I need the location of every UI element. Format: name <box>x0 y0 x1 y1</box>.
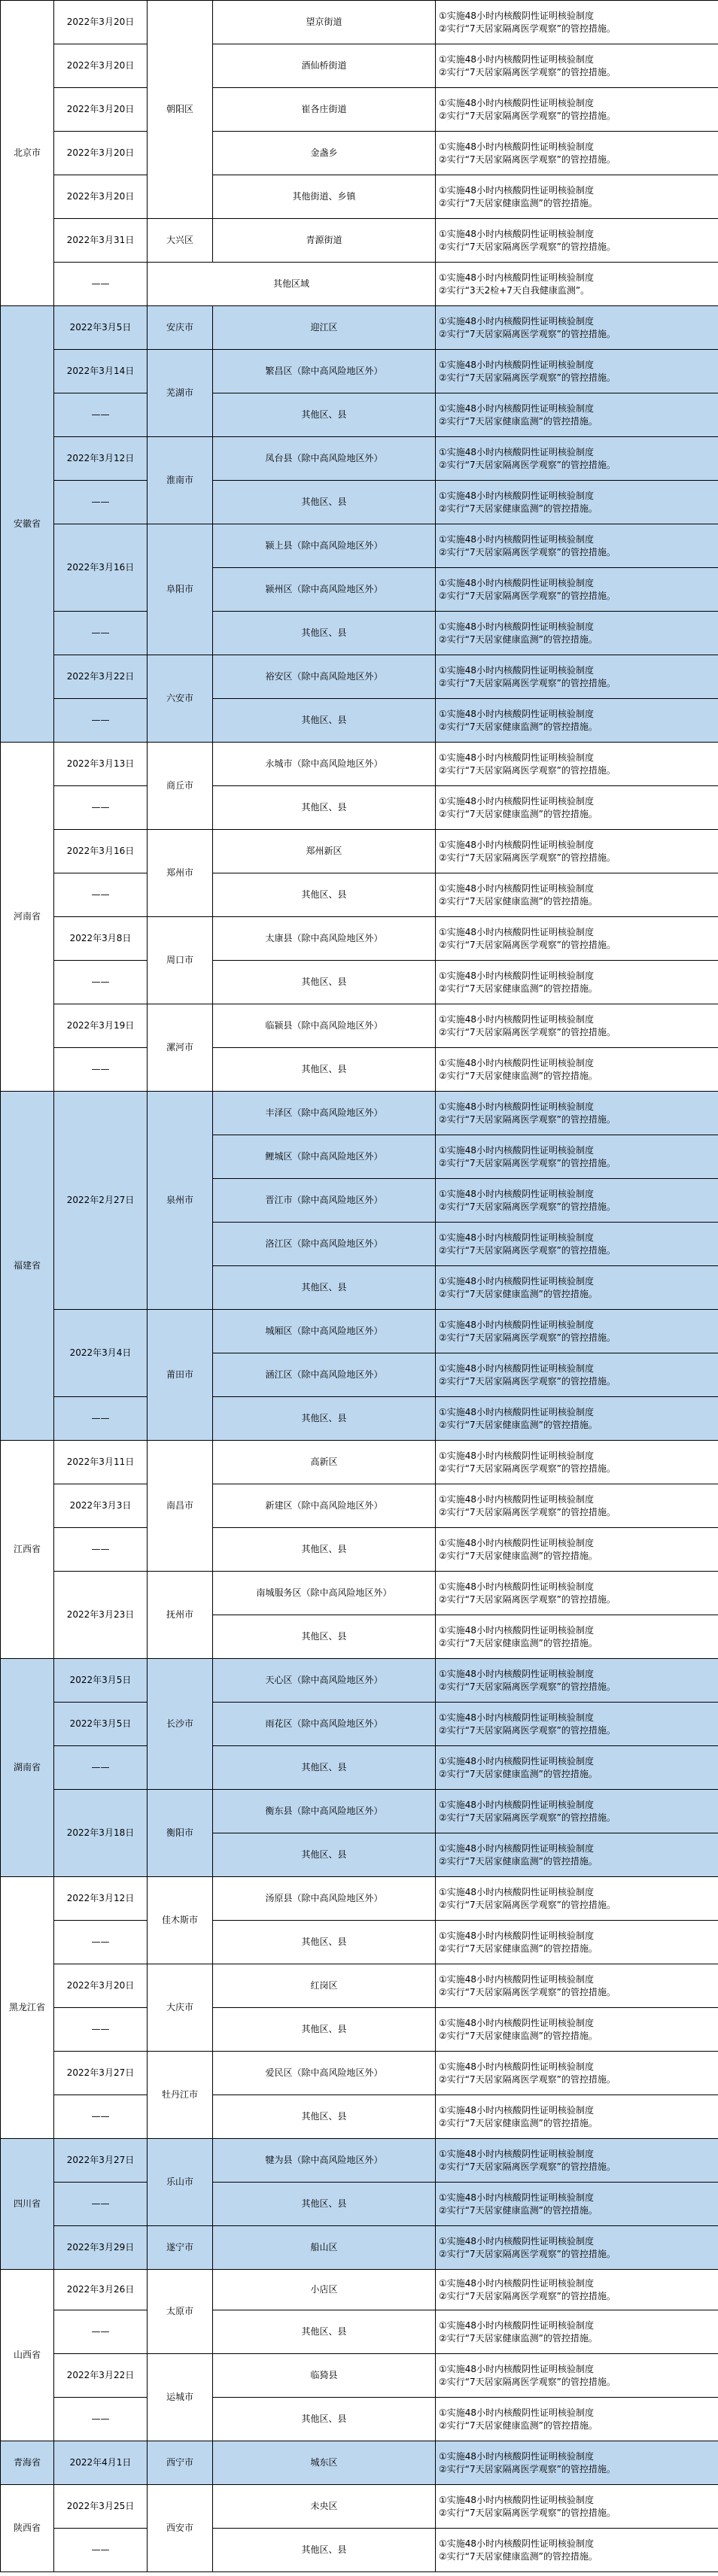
measure-cell: ①实施48小时内核酸阴性证明核验制度 ②实行“7天居家隔离医学观察”的管控措施。 <box>436 1441 718 1484</box>
date-cell: —— <box>54 873 148 917</box>
table-row <box>1 2485 718 2529</box>
measure-cell: ①实施48小时内核酸阴性证明核验制度 ②实行“7天居家隔离医学观察”的管控措施。 <box>436 1877 718 1921</box>
measure-cell: ①实施48小时内核酸阴性证明核验制度 ②实行“7天居家健康监测”的管控措施。 <box>436 2183 718 2226</box>
table-row <box>1 1877 718 1921</box>
measure-cell: ①实施48小时内核酸阴性证明核验制度 ②实行“7天居家隔离医学观察”的管控措施。 <box>436 1964 718 2008</box>
city-cell: 泉州市 <box>148 1092 213 1310</box>
measure-cell: ①实施48小时内核酸阴性证明核验制度 ②实行“7天居家隔离医学观察”的管控措施。 <box>436 306 718 350</box>
table-row <box>1 1397 718 1441</box>
area-cell: 其他区、县 <box>213 1528 436 1572</box>
date-cell: —— <box>54 2008 148 2052</box>
area-cell: 其他区、县 <box>213 1397 436 1441</box>
measure-cell: ①实施48小时内核酸阴性证明核验制度 ②实行“7天居家隔离医学观察”的管控措施。 <box>436 1703 718 1746</box>
date-cell: 2022年3月5日 <box>54 1703 148 1746</box>
city-cell: 六安市 <box>148 655 213 743</box>
date-cell: 2022年3月5日 <box>54 306 148 350</box>
area-cell: 高新区 <box>213 1441 436 1484</box>
area-cell: 望京街道 <box>213 1 436 44</box>
date-cell: 2022年3月20日 <box>54 132 148 175</box>
area-cell: 洛江区（除中高风险地区外） <box>213 1223 436 1266</box>
table-row <box>1 699 718 743</box>
date-cell: 2022年3月20日 <box>54 88 148 132</box>
date-cell: 2022年4月1日 <box>54 2441 148 2485</box>
province-cell: 安徽省 <box>1 306 54 743</box>
city-cell: 运城市 <box>148 2354 213 2441</box>
table-row <box>1 1964 718 2008</box>
table-row <box>1 132 718 175</box>
date-cell: 2022年3月27日 <box>54 2139 148 2183</box>
measure-cell: ①实施48小时内核酸阴性证明核验制度 ②实行“7天居家隔离医学观察”的管控措施。 <box>436 44 718 88</box>
date-cell: —— <box>54 699 148 743</box>
table-row <box>1 1746 718 1790</box>
date-cell: 2022年2月27日 <box>54 1092 148 1310</box>
measure-cell: ①实施48小时内核酸阴性证明核验制度 ②实行“7天居家隔离医学观察”的管控措施。 <box>436 2052 718 2095</box>
measure-cell: ①实施48小时内核酸阴性证明核验制度 ②实行“7天居家隔离医学观察”的管控措施。 <box>436 1353 718 1397</box>
city-cell: 抚州市 <box>148 1572 213 1659</box>
date-cell: —— <box>54 2183 148 2226</box>
area-cell: 繁昌区（除中高风险地区外） <box>213 350 436 393</box>
area-cell: 其他区域 <box>148 263 436 306</box>
measure-cell: ①实施48小时内核酸阴性证明核验制度 ②实行“7天居家隔离医学观察”的管控措施。 <box>436 524 718 568</box>
area-cell: 其他区、县 <box>213 1266 436 1310</box>
measure-cell: ①实施48小时内核酸阴性证明核验制度 ②实行“7天居家隔离医学观察”的管控措施。 <box>436 917 718 961</box>
table-row <box>1 44 718 88</box>
area-cell: 裕安区（除中高风险地区外） <box>213 655 436 699</box>
area-cell: 其他街道、乡镇 <box>213 175 436 219</box>
measure-cell: ①实施48小时内核酸阴性证明核验制度 ②实行“7天居家隔离医学观察”的管控措施。 <box>436 1135 718 1179</box>
table-row <box>1 219 718 263</box>
table-row <box>1 1659 718 1703</box>
date-cell: 2022年3月23日 <box>54 1572 148 1659</box>
measure-cell: ①实施48小时内核酸阴性证明核验制度 ②实行“7天居家健康监测”的管控措施。 <box>436 612 718 655</box>
table-row <box>1 2183 718 2226</box>
measure-cell: ①实施48小时内核酸阴性证明核验制度 ②实行“7天居家隔离医学观察”的管控措施。 <box>436 1659 718 1703</box>
date-cell: —— <box>54 1921 148 1964</box>
measure-cell: ①实施48小时内核酸阴性证明核验制度 ②实行“7天居家健康监测”的管控措施。 <box>436 786 718 830</box>
measure-cell: ①实施48小时内核酸阴性证明核验制度 ②实行“7天居家健康监测”的管控措施。 <box>436 481 718 524</box>
area-cell: 其他区、县 <box>213 961 436 1004</box>
date-cell: 2022年3月13日 <box>54 743 148 786</box>
measure-cell: ①实施48小时内核酸阴性证明核验制度 ②实行“7天居家健康监测”的管控措施。 <box>436 1397 718 1441</box>
measure-cell: ①实施48小时内核酸阴性证明核验制度 ②实行“7天居家健康监测”的管控措施。 <box>436 1746 718 1790</box>
table-row <box>1 2398 718 2441</box>
date-cell: 2022年3月22日 <box>54 655 148 699</box>
province-cell: 青海省 <box>1 2441 54 2485</box>
date-cell: —— <box>54 481 148 524</box>
date-cell: 2022年3月19日 <box>54 1004 148 1048</box>
city-cell: 郑州市 <box>148 830 213 917</box>
date-cell: 2022年3月18日 <box>54 1790 148 1877</box>
city-cell: 西安市 <box>148 2485 213 2572</box>
measure-cell: ①实施48小时内核酸阴性证明核验制度 ②实行“7天居家健康监测”的管控措施。 <box>436 2008 718 2052</box>
area-cell: 金盏乡 <box>213 132 436 175</box>
date-cell: —— <box>54 1746 148 1790</box>
measure-cell: ①实施48小时内核酸阴性证明核验制度 ②实行“7天居家健康监测”的管控措施。 <box>436 175 718 219</box>
table-row <box>1 1092 718 1135</box>
area-cell: 迎江区 <box>213 306 436 350</box>
table-row <box>1 175 718 219</box>
city-cell: 芜湖市 <box>148 350 213 437</box>
area-cell: 城厢区（除中高风险地区外） <box>213 1310 436 1353</box>
date-cell: —— <box>54 612 148 655</box>
province-cell: 北京市 <box>1 1 54 306</box>
measure-cell: ①实施48小时内核酸阴性证明核验制度 ②实行“7天居家隔离医学观察”的管控措施。 <box>436 1310 718 1353</box>
measure-cell: ①实施48小时内核酸阴性证明核验制度 ②实行“7天居家隔离医学观察”的管控措施。 <box>436 830 718 873</box>
measure-cell: ①实施48小时内核酸阴性证明核验制度 ②实行“7天居家隔离医学观察”的管控措施。 <box>436 1179 718 1223</box>
table-row <box>1 88 718 132</box>
table-row <box>1 393 718 437</box>
measure-cell: ①实施48小时内核酸阴性证明核验制度 ②实行“7天居家隔离医学观察”的管控措施。 <box>436 568 718 612</box>
area-cell: 鲤城区（除中高风险地区外） <box>213 1135 436 1179</box>
city-cell: 阜阳市 <box>148 524 213 655</box>
area-cell: 晋江市（除中高风险地区外） <box>213 1179 436 1223</box>
area-cell: 临猗县 <box>213 2354 436 2398</box>
table-row <box>1 1004 718 1048</box>
measure-cell: ①实施48小时内核酸阴性证明核验制度 ②实行“7天居家隔离医学观察”的管控措施。 <box>436 2485 718 2529</box>
date-cell: —— <box>54 263 148 306</box>
city-cell: 商丘市 <box>148 743 213 830</box>
date-cell: —— <box>54 1048 148 1092</box>
area-cell: 衡东县（除中高风险地区外） <box>213 1790 436 1833</box>
area-cell: 青源街道 <box>213 219 436 263</box>
table-row <box>1 786 718 830</box>
measure-cell: ①实施48小时内核酸阴性证明核验制度 ②实行“7天居家隔离医学观察”的管控措施。 <box>436 1004 718 1048</box>
area-cell: 其他区、县 <box>213 1615 436 1659</box>
measure-cell: ①实施48小时内核酸阴性证明核验制度 ②实行“7天居家隔离医学观察”的管控措施。 <box>436 219 718 263</box>
area-cell: 郑州新区 <box>213 830 436 873</box>
area-cell: 新建区（除中高风险地区外） <box>213 1484 436 1528</box>
table-row <box>1 1528 718 1572</box>
date-cell: —— <box>54 1397 148 1441</box>
date-cell: 2022年3月11日 <box>54 1441 148 1484</box>
date-cell: 2022年3月12日 <box>54 1877 148 1921</box>
city-cell: 莆田市 <box>148 1310 213 1441</box>
date-cell: —— <box>54 786 148 830</box>
area-cell: 汤原县（除中高风险地区外） <box>213 1877 436 1921</box>
province-cell: 山西省 <box>1 2270 54 2441</box>
table-row <box>1 1 718 44</box>
city-cell: 乐山市 <box>148 2139 213 2226</box>
table-row <box>1 612 718 655</box>
measure-cell: ①实施48小时内核酸阴性证明核验制度 ②实行“7天居家健康监测”的管控措施。 <box>436 2095 718 2139</box>
date-cell: 2022年3月22日 <box>54 2354 148 2398</box>
date-cell: 2022年3月25日 <box>54 2485 148 2529</box>
date-cell: —— <box>54 2398 148 2441</box>
area-cell: 其他区、县 <box>213 1048 436 1092</box>
measure-cell: ①实施48小时内核酸阴性证明核验制度 ②实行“7天居家健康监测”的管控措施。 <box>436 961 718 1004</box>
table-row <box>1 1921 718 1964</box>
table-row <box>1 655 718 699</box>
area-cell: 其他区、县 <box>213 2008 436 2052</box>
table-row <box>1 2354 718 2398</box>
table-row <box>1 2441 718 2485</box>
area-cell: 太康县（除中高风险地区外） <box>213 917 436 961</box>
date-cell: 2022年3月29日 <box>54 2226 148 2270</box>
province-cell: 河南省 <box>1 743 54 1092</box>
area-cell: 凤台县（除中高风险地区外） <box>213 437 436 481</box>
area-cell: 红岗区 <box>213 1964 436 2008</box>
measure-cell: ①实施48小时内核酸阴性证明核验制度 ②实行“7天居家健康监测”的管控措施。 <box>436 2529 718 2572</box>
measure-cell: ①实施48小时内核酸阴性证明核验制度 ②实行“7天居家隔离医学观察”的管控措施。 <box>436 350 718 393</box>
date-cell: 2022年3月4日 <box>54 1310 148 1397</box>
table-row <box>1 1441 718 1484</box>
city-cell: 太原市 <box>148 2270 213 2354</box>
area-cell: 南城服务区（除中高风险地区外） <box>213 1572 436 1615</box>
measure-cell: ①实施48小时内核酸阴性证明核验制度 ②实行“7天居家隔离医学观察”的管控措施。 <box>436 1790 718 1833</box>
area-cell: 其他区、县 <box>213 1746 436 1790</box>
area-cell: 天心区（除中高风险地区外） <box>213 1659 436 1703</box>
date-cell: 2022年3月20日 <box>54 1 148 44</box>
province-cell: 湖南省 <box>1 1659 54 1877</box>
area-cell: 崔各庄街道 <box>213 88 436 132</box>
date-cell: —— <box>54 2310 148 2354</box>
city-cell: 佳木斯市 <box>148 1877 213 1964</box>
area-cell: 其他区、县 <box>213 393 436 437</box>
table-body <box>1 1 718 2572</box>
province-cell: 四川省 <box>1 2139 54 2270</box>
date-cell: 2022年3月16日 <box>54 524 148 612</box>
table-row <box>1 1484 718 1528</box>
area-cell: 未央区 <box>213 2485 436 2529</box>
area-cell: 永城市（除中高风险地区外） <box>213 743 436 786</box>
table-row <box>1 2270 718 2310</box>
measure-cell: ①实施48小时内核酸阴性证明核验制度 ②实行“7天居家健康监测”的管控措施。 <box>436 2310 718 2354</box>
date-cell: 2022年3月12日 <box>54 437 148 481</box>
city-cell: 安庆市 <box>148 306 213 350</box>
city-cell: 遂宁市 <box>148 2226 213 2270</box>
table-row <box>1 263 718 306</box>
measure-cell: ①实施48小时内核酸阴性证明核验制度 ②实行“7天居家隔离医学观察”的管控措施。 <box>436 2354 718 2398</box>
date-cell: 2022年3月16日 <box>54 830 148 873</box>
measure-cell: ①实施48小时内核酸阴性证明核验制度 ②实行“7天居家健康监测”的管控措施。 <box>436 873 718 917</box>
measure-cell: ①实施48小时内核酸阴性证明核验制度 ②实行“7天居家健康监测”的管控措施。 <box>436 1921 718 1964</box>
measure-cell: ①实施48小时内核酸阴性证明核验制度 ②实行“7天居家隔离医学观察”的管控措施。 <box>436 1484 718 1528</box>
date-cell: 2022年3月14日 <box>54 350 148 393</box>
city-cell: 长沙市 <box>148 1659 213 1790</box>
area-cell: 酒仙桥街道 <box>213 44 436 88</box>
area-cell: 涵江区（除中高风险地区外） <box>213 1353 436 1397</box>
measure-cell: ①实施48小时内核酸阴性证明核验制度 ②实行“7天居家健康监测”的管控措施。 <box>436 1048 718 1092</box>
table-row <box>1 961 718 1004</box>
date-cell: —— <box>54 1528 148 1572</box>
date-cell: —— <box>54 393 148 437</box>
area-cell: 其他区、县 <box>213 1833 436 1877</box>
city-cell: 朝阳区 <box>148 1 213 219</box>
table-row <box>1 2139 718 2183</box>
city-cell: 淮南市 <box>148 437 213 524</box>
date-cell: 2022年3月3日 <box>54 1484 148 1528</box>
area-cell: 船山区 <box>213 2226 436 2270</box>
city-cell: 衡阳市 <box>148 1790 213 1877</box>
measure-cell: ①实施48小时内核酸阴性证明核验制度 ②实行“7天居家健康监测”的管控措施。 <box>436 2398 718 2441</box>
city-cell: 西宁市 <box>148 2441 213 2485</box>
date-cell: 2022年3月26日 <box>54 2270 148 2310</box>
area-cell: 其他区、县 <box>213 786 436 830</box>
table-row <box>1 2529 718 2572</box>
city-cell: 大兴区 <box>148 219 213 263</box>
province-cell: 福建省 <box>1 1092 54 1441</box>
date-cell: 2022年3月8日 <box>54 917 148 961</box>
table-row <box>1 1790 718 1833</box>
date-cell: 2022年3月20日 <box>54 1964 148 2008</box>
area-cell: 其他区、县 <box>213 1921 436 1964</box>
table-row <box>1 1310 718 1353</box>
date-cell: 2022年3月31日 <box>54 219 148 263</box>
measure-cell: ①实施48小时内核酸阴性证明核验制度 ②实行“7天居家健康监测”的管控措施。 <box>436 393 718 437</box>
measure-cell: ①实施48小时内核酸阴性证明核验制度 ②实行“7天居家隔离医学观察”的管控措施。 <box>436 2270 718 2310</box>
area-cell: 其他区、县 <box>213 2183 436 2226</box>
date-cell: 2022年3月27日 <box>54 2052 148 2095</box>
measure-cell: ①实施48小时内核酸阴性证明核验制度 ②实行“7天居家健康监测”的管控措施。 <box>436 1266 718 1310</box>
table-row <box>1 306 718 350</box>
table-row <box>1 1703 718 1746</box>
city-cell: 南昌市 <box>148 1441 213 1572</box>
measure-cell: ①实施48小时内核酸阴性证明核验制度 ②实行“7天居家健康监测”的管控措施。 <box>436 1615 718 1659</box>
city-cell: 漯河市 <box>148 1004 213 1092</box>
city-cell: 周口市 <box>148 917 213 1004</box>
table-row <box>1 2008 718 2052</box>
province-cell: 陕西省 <box>1 2485 54 2572</box>
city-cell: 大庆市 <box>148 1964 213 2052</box>
area-cell: 爱民区（除中高风险地区外） <box>213 2052 436 2095</box>
measure-cell: ①实施48小时内核酸阴性证明核验制度 ②实行“7天居家隔离医学观察”的管控措施。 <box>436 1572 718 1615</box>
area-cell: 其他区、县 <box>213 481 436 524</box>
date-cell: 2022年3月20日 <box>54 175 148 219</box>
area-cell: 其他区、县 <box>213 612 436 655</box>
measure-cell: ①实施48小时内核酸阴性证明核验制度 ②实行“7天居家隔离医学观察”的管控措施。 <box>436 132 718 175</box>
table-row <box>1 1572 718 1615</box>
area-cell: 其他区、县 <box>213 2310 436 2354</box>
table-row <box>1 2310 718 2354</box>
province-cell: 江西省 <box>1 1441 54 1659</box>
measure-cell: ①实施48小时内核酸阴性证明核验制度 ②实行“7天居家健康监测”的管控措施。 <box>436 1833 718 1877</box>
table-row <box>1 873 718 917</box>
table-row <box>1 2095 718 2139</box>
area-cell: 城东区 <box>213 2441 436 2485</box>
date-cell: —— <box>54 961 148 1004</box>
table-row <box>1 743 718 786</box>
table-row <box>1 2052 718 2095</box>
area-cell: 丰泽区（除中高风险地区外） <box>213 1092 436 1135</box>
measure-cell: ①实施48小时内核酸阴性证明核验制度 ②实行“7天居家隔离医学观察”的管控措施。 <box>436 1 718 44</box>
area-cell: 颍州区（除中高风险地区外） <box>213 568 436 612</box>
measure-cell: ①实施48小时内核酸阴性证明核验制度 ②实行“3天2检+7天自我健康监测”。 <box>436 263 718 306</box>
measure-cell: ①实施48小时内核酸阴性证明核验制度 ②实行“7天居家隔离医学观察”的管控措施。 <box>436 743 718 786</box>
table-row <box>1 350 718 393</box>
measure-cell: ①实施48小时内核酸阴性证明核验制度 ②实行“7天居家隔离医学观察”的管控措施。 <box>436 2139 718 2183</box>
table-row <box>1 917 718 961</box>
area-cell: 其他区、县 <box>213 699 436 743</box>
measure-cell: ①实施48小时内核酸阴性证明核验制度 ②实行“7天居家隔离医学观察”的管控措施。 <box>436 2441 718 2485</box>
city-cell: 牡丹江市 <box>148 2052 213 2139</box>
area-cell: 颍上县（除中高风险地区外） <box>213 524 436 568</box>
date-cell: 2022年3月5日 <box>54 1659 148 1703</box>
table-row <box>1 2226 718 2270</box>
measure-cell: ①实施48小时内核酸阴性证明核验制度 ②实行“7天居家健康监测”的管控措施。 <box>436 1528 718 1572</box>
date-cell: —— <box>54 2095 148 2139</box>
table-row <box>1 1048 718 1092</box>
date-cell: 2022年3月20日 <box>54 44 148 88</box>
area-cell: 犍为县（除中高风险地区外） <box>213 2139 436 2183</box>
measure-cell: ①实施48小时内核酸阴性证明核验制度 ②实行“7天居家隔离医学观察”的管控措施。 <box>436 437 718 481</box>
province-cell: 黑龙江省 <box>1 1877 54 2139</box>
measure-cell: ①实施48小时内核酸阴性证明核验制度 ②实行“7天居家健康监测”的管控措施。 <box>436 699 718 743</box>
measure-cell: ①实施48小时内核酸阴性证明核验制度 ②实行“7天居家隔离医学观察”的管控措施。 <box>436 2226 718 2270</box>
table-row <box>1 830 718 873</box>
measure-cell: ①实施48小时内核酸阴性证明核验制度 ②实行“7天居家隔离医学观察”的管控措施。 <box>436 88 718 132</box>
area-cell: 小店区 <box>213 2270 436 2310</box>
area-cell: 临颍县（除中高风险地区外） <box>213 1004 436 1048</box>
measure-cell: ①实施48小时内核酸阴性证明核验制度 ②实行“7天居家隔离医学观察”的管控措施。 <box>436 1092 718 1135</box>
area-cell: 其他区、县 <box>213 2529 436 2572</box>
table-row <box>1 437 718 481</box>
area-cell: 其他区、县 <box>213 2398 436 2441</box>
area-cell: 其他区、县 <box>213 2095 436 2139</box>
table-row <box>1 481 718 524</box>
date-cell: —— <box>54 2529 148 2572</box>
measure-cell: ①实施48小时内核酸阴性证明核验制度 ②实行“7天居家隔离医学观察”的管控措施。 <box>436 655 718 699</box>
measure-cell: ①实施48小时内核酸阴性证明核验制度 ②实行“7天居家隔离医学观察”的管控措施。 <box>436 1223 718 1266</box>
area-cell: 其他区、县 <box>213 873 436 917</box>
area-cell: 雨花区（除中高风险地区外） <box>213 1703 436 1746</box>
table-row <box>1 524 718 568</box>
